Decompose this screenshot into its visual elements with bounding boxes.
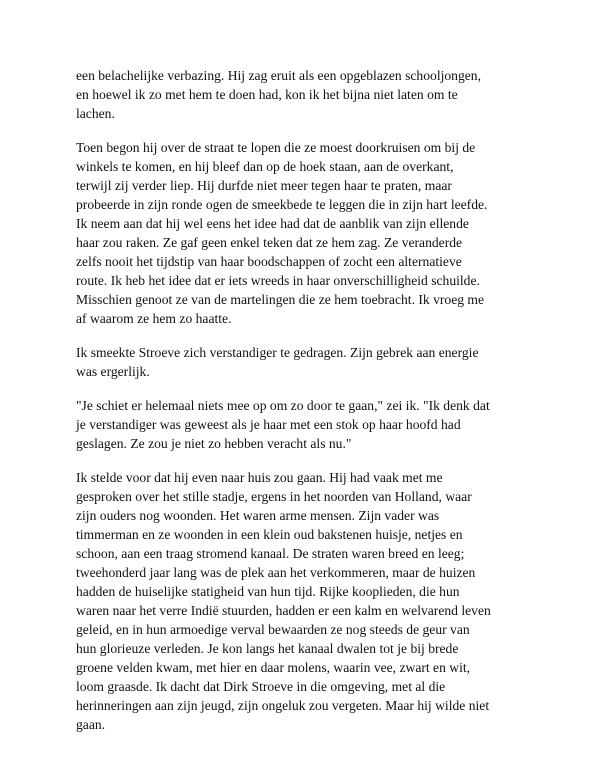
text-line: zelfs nooit het tijdstip van haar boodschappen of zocht een alternatieve	[76, 254, 462, 269]
text-line: geslagen. Ze zou je niet zo hebben veracht als nu."	[76, 436, 352, 451]
text-line: af waarom ze hem zo haatte.	[76, 311, 232, 326]
text-line: probeerde in zijn ronde ogen de smeekbede te leggen die in zijn hart leefde.	[76, 197, 488, 212]
text-line: zijn ouders nog woonden. Het waren arme mensen. Zijn vader was	[76, 508, 440, 523]
text-line: Toen begon hij over de straat te lopen die ze moest doorkruisen om bij de	[76, 140, 476, 155]
text-line: loom graasde. Ik dacht dat Dirk Stroeve in die omgeving, met al die	[76, 679, 446, 694]
text-line: tweehonderd jaar lang was de plek aan het verkommeren, maar de huizen	[76, 565, 476, 580]
text-line: geleid, en in hun armoedige verval bewaarden ze nog steeds de geur van	[76, 622, 470, 637]
text-line: schoon, aan een traag stromend kanaal. De straten waren breed en leeg;	[76, 546, 465, 561]
text-line: Ik smeekte Stroeve zich verstandiger te gedragen. Zijn gebrek aan energie	[76, 345, 479, 360]
text-line: herinneringen aan zijn jeugd, zijn ongeluk zou vergeten. Maar hij wilde niet	[76, 698, 490, 713]
text-line: was ergerlijk.	[76, 364, 150, 379]
paragraph	[76, 343, 531, 381]
text-line: gesproken over het stille stadje, ergens in het noorden van Holland, waar	[76, 489, 472, 504]
text-line: lachen.	[76, 106, 115, 121]
text-line: "Je schiet er helemaal niets mee op om zo door te gaan," zei ik. "Ik denk dat	[76, 398, 490, 413]
text-line: hun glorieuze verleden. Je kon langs het kanaal dwalen tot je bij brede	[76, 641, 459, 656]
text-line: een belachelijke verbazing. Hij zag eruit als een opgeblazen schooljongen,	[76, 68, 481, 83]
text-line: haar zou raken. Ze gaf geen enkel teken dat ze hem zag. Ze veranderde	[76, 235, 463, 250]
body-text	[76, 66, 531, 749]
text-line: en hoewel ik zo met hem te doen had, kon ik het bijna niet laten om te	[76, 87, 458, 102]
text-line: route. Ik heb het idee dat er iets wreeds in haar onverschilligheid schuilde.	[76, 273, 480, 288]
text-line: terwijl zij verder liep. Hij durfde niet meer tegen haar te praten, maar	[76, 178, 452, 193]
text-line: waren naar het verre Indië stuurden, hadden er een kalm en welvarend leven	[76, 603, 491, 618]
paragraph	[76, 396, 531, 453]
text-line: groene velden kwam, met hier en daar molens, waarin vee, zwart en wit,	[76, 660, 471, 675]
paragraph	[76, 66, 531, 123]
text-line: hadden de huiselijke statigheid van hun tijd. Rijke kooplieden, die hun	[76, 584, 460, 599]
text-line: gaan.	[76, 717, 106, 732]
paragraph	[76, 138, 531, 328]
paragraph	[76, 468, 531, 734]
text-line: Ik neem aan dat hij wel eens het idee had dat de aanblik van zijn ellende	[76, 216, 469, 231]
text-line: winkels te komen, en hij bleef dan op de hoek staan, aan de overkant,	[76, 159, 454, 174]
text-line: Ik stelde voor dat hij even naar huis zou gaan. Hij had vaak met me	[76, 470, 443, 485]
text-line: je verstandiger was geweest als je haar met een stok op haar hoofd had	[76, 417, 461, 432]
text-line: Misschien genoot ze van de martelingen die ze hem toebracht. Ik vroeg me	[76, 292, 485, 307]
text-line: timmerman en ze woonden in een klein oud bakstenen huisje, netjes en	[76, 527, 463, 542]
